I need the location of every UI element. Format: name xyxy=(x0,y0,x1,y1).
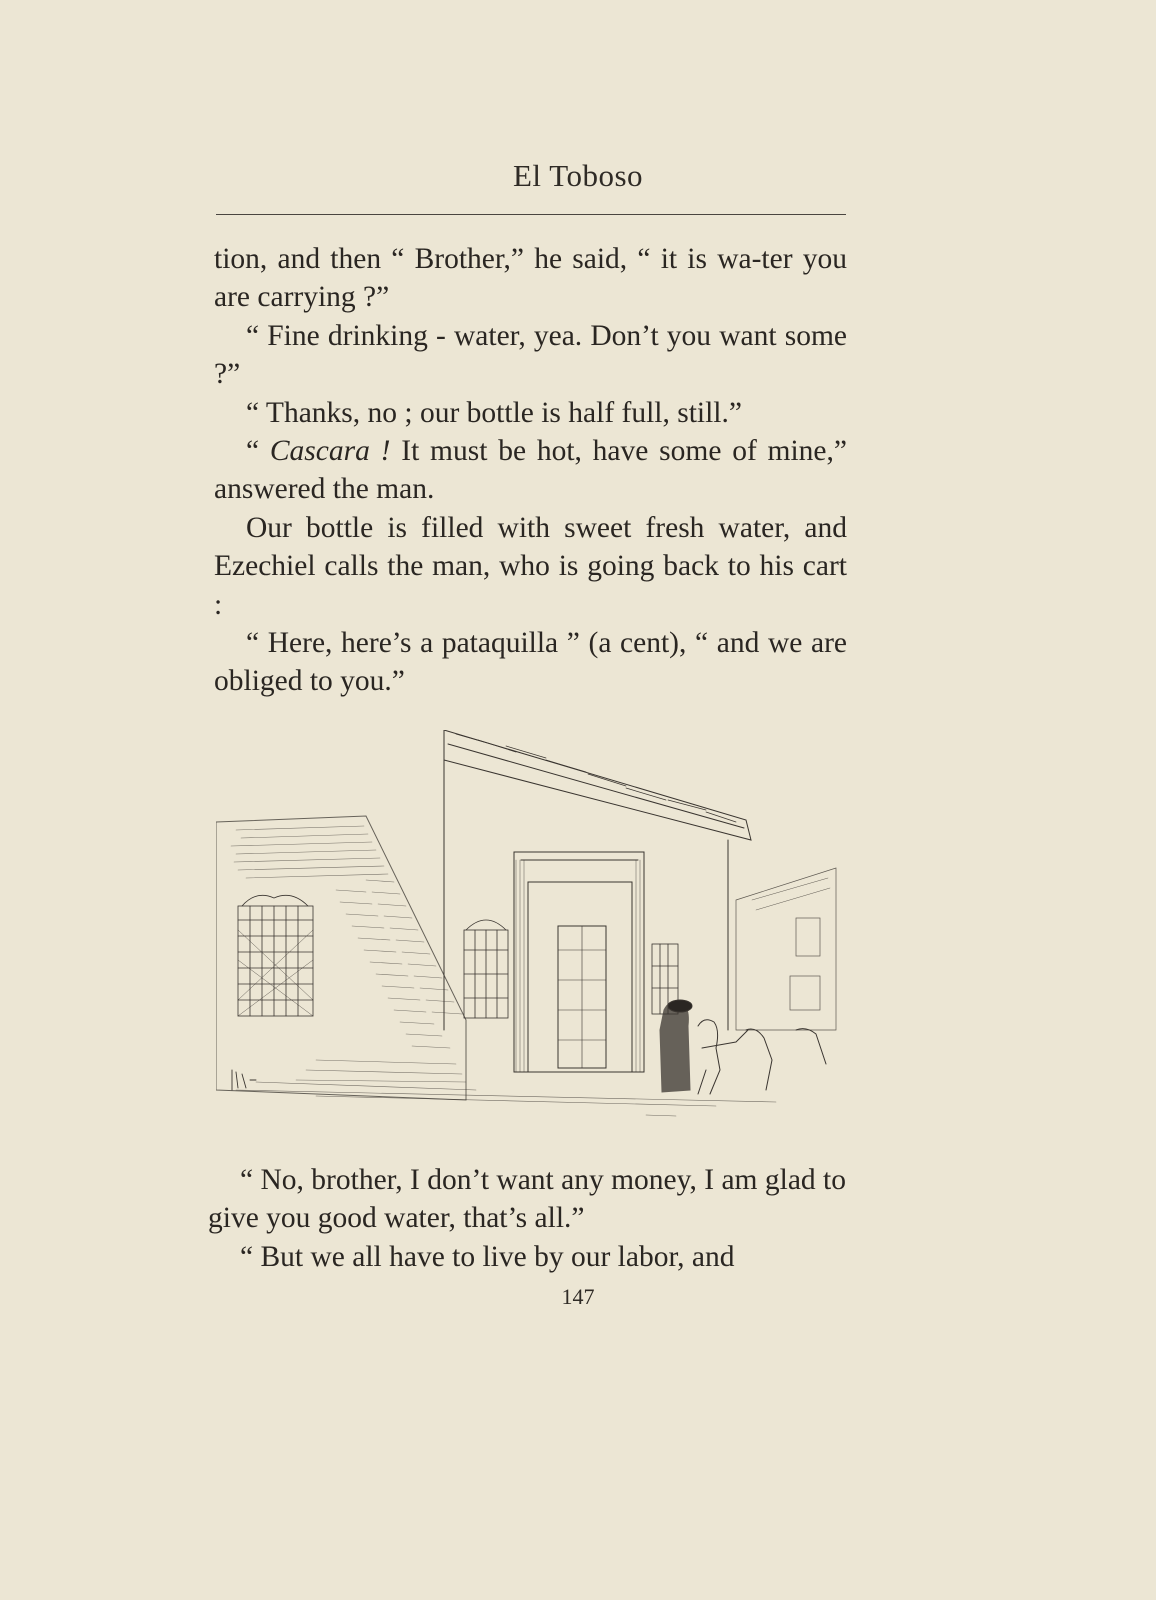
paragraph: Our bottle is filled with sweet fresh water, and Ezechiel calls the man, who is going back to his cart : xyxy=(214,511,847,621)
text-block-bottom xyxy=(208,1161,846,1276)
page-number: 147 xyxy=(561,1284,595,1309)
paragraph-text: It must be hot, have some of mine,” answered the man. xyxy=(214,435,847,506)
paragraph: “ No, brother, I don’t want any money, I am glad to give you good water, that’s all.” xyxy=(208,1164,846,1235)
italic-phrase: Cascara ! xyxy=(269,435,391,468)
middle-window-grille xyxy=(464,920,508,1018)
left-wall xyxy=(216,816,466,1100)
ground xyxy=(236,1082,776,1116)
doorway xyxy=(514,852,644,1072)
paragraph: “ Here, here’s a pataquilla ” (a cent), “ and we are obliged to you.” xyxy=(214,627,847,698)
white-building xyxy=(444,730,751,1030)
wall-hatching xyxy=(231,826,466,1082)
figures xyxy=(660,1000,826,1094)
paragraph: “ Thanks, no ; our bottle is half full, still.” xyxy=(246,396,742,429)
text-block-top xyxy=(214,240,847,701)
paragraph: “ Fine drinking - water, yea. Don’t you want some ?” xyxy=(214,319,847,391)
running-head: El Toboso xyxy=(512,158,644,193)
paragraph: tion, and then “ Brother,” he said, “ it is wa-ter you are carrying ?” xyxy=(214,243,847,314)
paragraph xyxy=(214,432,847,509)
distant-building xyxy=(736,868,836,1030)
open-quote: “ xyxy=(246,435,270,468)
artist-monogram xyxy=(232,1070,256,1090)
left-window-grille xyxy=(238,895,313,1016)
header-rule xyxy=(216,214,846,215)
street-scene-illustration xyxy=(216,730,856,1140)
paragraph: “ But we all have to live by our labor, and xyxy=(240,1240,735,1273)
